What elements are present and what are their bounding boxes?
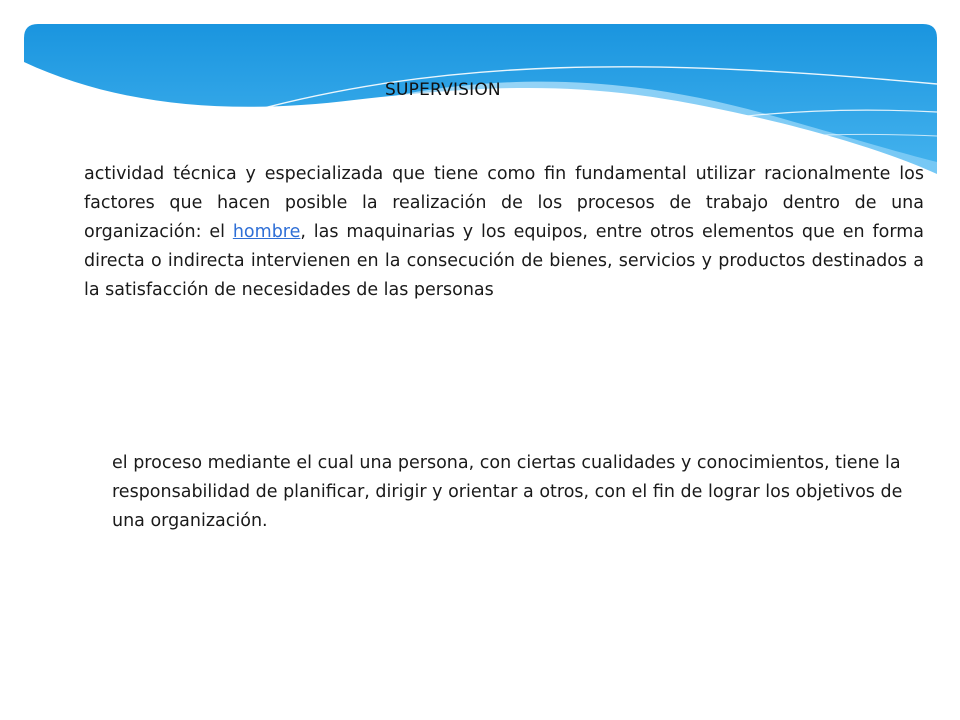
paragraph-definition-2: el proceso mediante el cual una persona, con ciertas cualidades y conocimientos, tiene la responsabilidad de planificar, dirigir y orientar a otros, con el fin de lograr los objetivos de una organización. (112, 453, 903, 531)
hombre-link[interactable]: hombre (232, 222, 301, 242)
slide-title: SUPERVISION (385, 80, 501, 100)
paragraph-1-text-after: , las maquinarias y los equipos, entre otros elementos que en forma directa o indirecta intervienen en la consecución de bienes, servicios y productos destinados a la satisfacción de necesidades de las personas (84, 222, 924, 300)
paragraph-definition-1 (84, 160, 924, 305)
paragraph-1-text-before: actividad técnica y especializada que tiene como fin fundamental utilizar racionalmente los factores que hacen posible la realización de los procesos de trabajo dentro de una organización: el (84, 164, 924, 242)
